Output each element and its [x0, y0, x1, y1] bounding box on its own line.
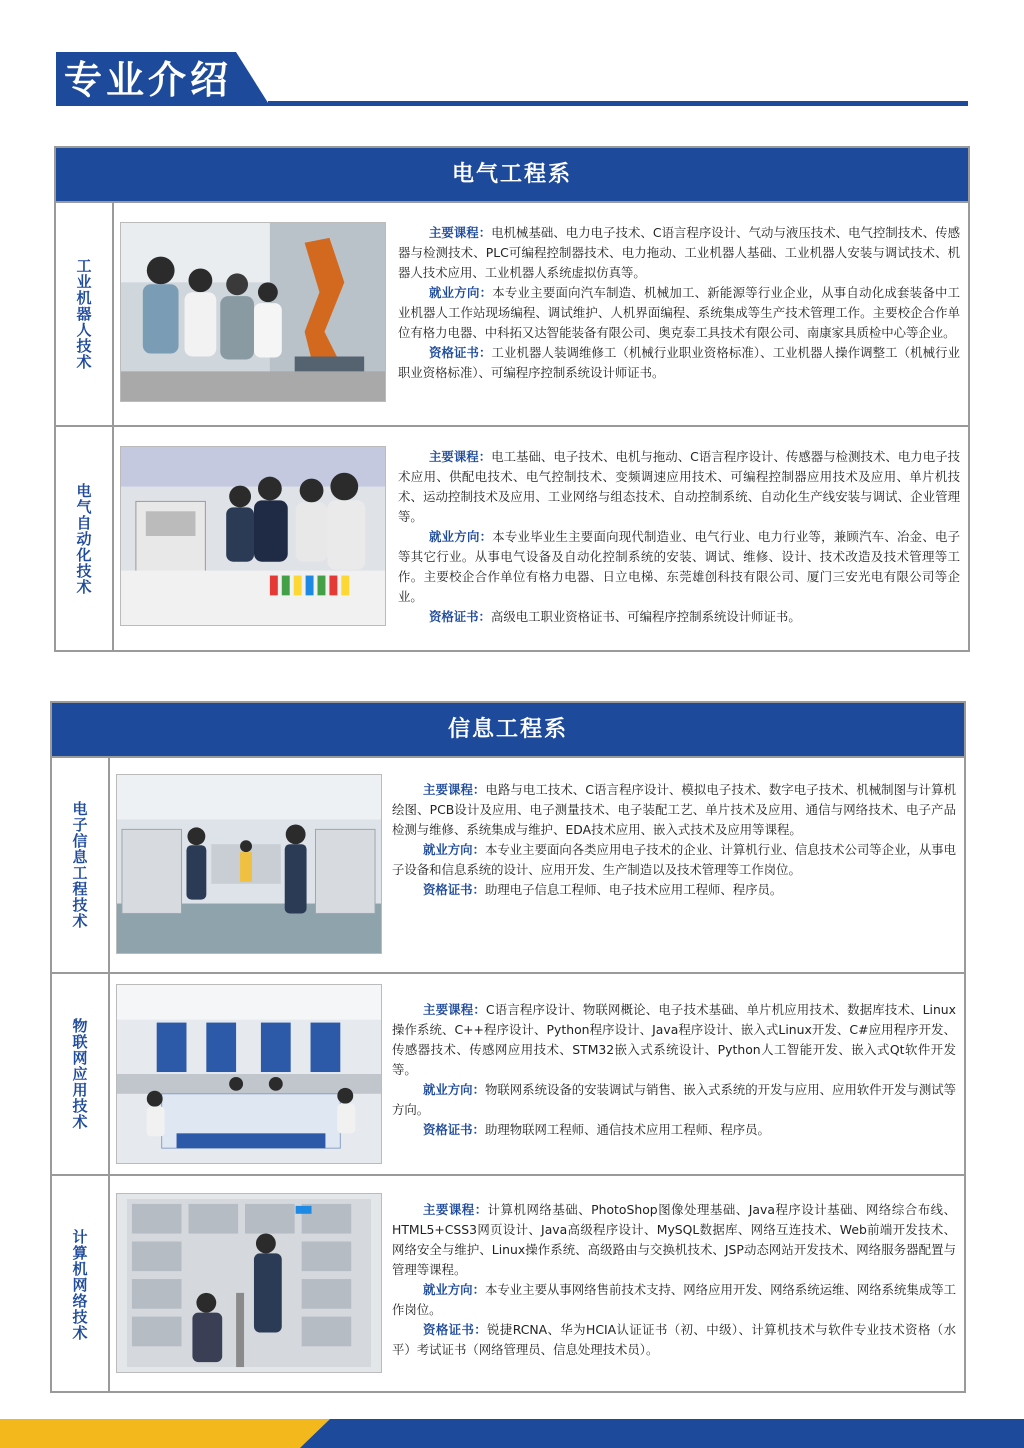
footer-stripe-blue: [300, 1419, 1024, 1448]
department-information: [50, 701, 966, 1393]
courses-paragraph: [398, 447, 960, 527]
certificate-label: 资格证书：: [423, 1122, 485, 1137]
career-label: 就业方向：: [429, 285, 493, 300]
major-name-cell: [52, 758, 110, 972]
courses-label: 主要课程：: [423, 1202, 488, 1217]
career-text: 本专业毕业生主要面向现代制造业、电气行业、电力行业等，兼顾汽车、冶金、电子等其它行业。从事电气设备及自动化控制系统的安装、调试、维修、设计、技术改造及技术管理等工作。主要校企合作单位有格力电器、日立电梯、东莞雄创科技有限公司、厦门三安光电有限公司等企业。: [398, 529, 961, 604]
major-photo: [116, 1193, 382, 1373]
courses-label: 主要课程：: [423, 782, 486, 797]
department-title: 信息工程系: [52, 703, 964, 756]
certificate-label: 资格证书：: [423, 1322, 488, 1337]
certificate-paragraph: [398, 343, 960, 383]
courses-label: 主要课程：: [423, 1002, 486, 1017]
major-row: [52, 1174, 964, 1393]
courses-paragraph: [392, 1200, 956, 1280]
career-label: 就业方向：: [423, 842, 485, 857]
career-paragraph: [398, 527, 960, 607]
major-description: [398, 223, 960, 383]
page-title: 专业介绍: [64, 58, 233, 102]
major-row: [56, 201, 968, 425]
certificate-label: 资格证书：: [429, 345, 492, 360]
major-row: [52, 972, 964, 1174]
certificate-label: 资格证书：: [429, 609, 491, 624]
major-name-cell: [56, 203, 114, 425]
career-paragraph: [398, 283, 960, 343]
career-paragraph: [392, 1280, 956, 1320]
courses-label: 主要课程：: [429, 449, 492, 464]
department-electrical: [54, 146, 970, 652]
major-name: 工业机器人技术: [74, 258, 93, 370]
career-text: 本专业主要从事网络售前技术支持、网络应用开发、网络系统运维、网络系统集成等工作岗位。: [392, 1282, 957, 1317]
certificate-text: 锐捷RCNA、华为HCIA认证证书（初、中级）、计算机技术与软件专业技术资格（水平）考试证书（网络管理员、信息处理技术员）。: [392, 1322, 956, 1357]
major-name: 电子信息工程技术: [70, 801, 89, 929]
major-description: [392, 780, 956, 900]
major-name-cell: [52, 974, 110, 1174]
major-name: 电气自动化技术: [74, 482, 93, 595]
certificate-paragraph: [392, 1320, 956, 1360]
certificate-text: 助理电子信息工程师、电子技术应用工程师、程序员。: [484, 882, 783, 897]
career-label: 就业方向：: [423, 1282, 485, 1297]
courses-paragraph: [398, 223, 960, 283]
career-paragraph: [392, 840, 956, 880]
major-row: [56, 425, 968, 650]
certificate-text: 工业机器人装调维修工（机械行业职业资格标准）、工业机器人操作调整工（机械行业职业资格标准）、可编程序控制系统设计师证书。: [398, 345, 960, 380]
career-text: 本专业主要面向各类应用电子技术的企业、计算机行业、信息技术公司等企业，从事电子设备和信息系统的设计、应用开发、生产制造以及技术管理等工作岗位。: [392, 842, 957, 877]
courses-text: 电路与电工技术、C语言程序设计、模拟电子技术、数字电子技术、机械制图与计算机绘图、PCB设计及应用、电子测量技术、电子装配工艺、单片技术及应用、通信与网络技术、电子产品检测与维修、系统集成与维护、EDA技术应用、嵌入式技术及应用等课程。: [392, 782, 956, 837]
courses-text: C语言程序设计、物联网概论、电子技术基础、单片机应用技术、数据库技术、Linux操作系统、C++程序设计、Python程序设计、Java程序设计、嵌入式Linux开发、C#应用程序开发、传感器技术、传感网应用技术、STM32嵌入式系统设计、Python人工智能开发、嵌入式Qt软件开发等。: [392, 1002, 956, 1077]
courses-paragraph: [392, 780, 956, 840]
major-name: 计算机网络技术: [70, 1228, 89, 1341]
certificate-text: 高级电工职业资格证书、可编程序控制系统设计师证书。: [490, 609, 801, 624]
major-description: [392, 1000, 956, 1140]
major-row: [52, 756, 964, 972]
courses-text: 电工基础、电子技术、电机与拖动、C语言程序设计、传感器与检测技术、电力电子技术应用、供配电技术、电气控制技术、变频调速应用技术、可编程控制器应用技术及应用、单片机技术、运动控制技术及应用、工业网络与组态技术、自动控制系统、自动化生产线安装与调试、企业管理等。: [398, 449, 960, 524]
major-name-cell: [52, 1176, 110, 1393]
certificate-paragraph: [392, 1120, 956, 1140]
career-label: 就业方向：: [429, 529, 493, 544]
footer-stripe-yellow: [0, 1419, 330, 1448]
certificate-paragraph: [398, 607, 960, 627]
career-text: 物联网系统设备的安装调试与销售、嵌入式系统的开发与应用、应用软件开发与测试等方向。: [392, 1082, 957, 1117]
career-label: 就业方向：: [423, 1082, 485, 1097]
courses-paragraph: [392, 1000, 956, 1080]
major-description: [392, 1200, 956, 1360]
certificate-text: 助理物联网工程师、通信技术应用工程师、程序员。: [484, 1122, 770, 1137]
department-title: 电气工程系: [56, 148, 968, 201]
major-photo: [120, 222, 386, 402]
career-text: 本专业主要面向汽车制造、机械加工、新能源等行业企业，从事自动化成套装备中工业机器人工作站现场编程、调试维护、人机界面编程、系统集成等生产技术管理工作。主要校企合作单位有格力电器、中科拓又达智能装备有限公司、奥克泰工具技术有限公司、南康家具质检中心等企业。: [398, 285, 961, 340]
certificate-label: 资格证书：: [423, 882, 485, 897]
major-name-cell: [56, 427, 114, 650]
major-name: 物联网应用技术: [70, 1018, 89, 1130]
career-paragraph: [392, 1080, 956, 1120]
certificate-paragraph: [392, 880, 956, 900]
header-rule: [268, 101, 968, 106]
major-photo: [116, 774, 382, 954]
major-description: [398, 447, 960, 627]
major-photo: [120, 446, 386, 626]
major-photo: [116, 984, 382, 1164]
courses-text: 计算机网络基础、PhotoShop图像处理基础、Java程序设计基础、网络综合布线、HTML5+CSS3网页设计、Java高级程序设计、MySQL数据库、网络互连技术、Web前端开发技术、网络安全与维护、Linux操作系统、高级路由与交换机技术、JSP动态网站开发技术、网络服务器配置与管理等课程。: [392, 1202, 956, 1277]
courses-text: 电机械基础、电力电子技术、C语言程序设计、气动与液压技术、电气控制技术、传感器与检测技术、PLC可编程控制器技术、电力拖动、工业机器人基础、工业机器人安装与调试技术、机器人技术应用、工业机器人系统虚拟仿真等。: [398, 225, 960, 280]
courses-label: 主要课程：: [429, 225, 492, 240]
